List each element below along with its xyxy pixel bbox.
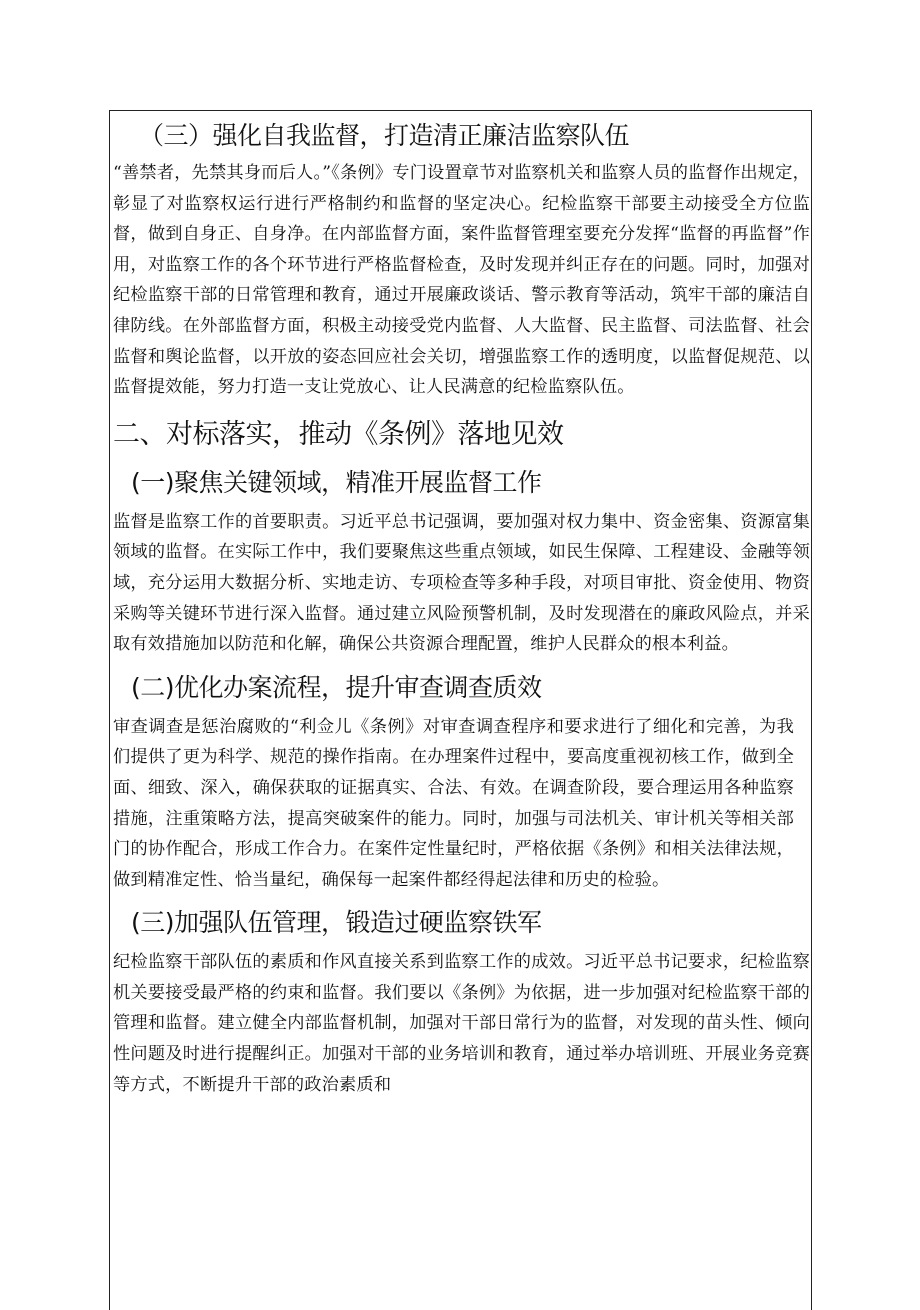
paragraph-self-supervision: “善禁者，先禁其身而后人。”《条例》专门设置章节对监察机关和监察人员的监督作出规定，彰显了对监察权运行进行严格制约和监督的坚定决心。纪检监察干部要主动接受全方位监督，做到自身正、自身净。在内部监督方面，案件监督管理室要充分发挥“监督的再监督”作用，对监察工作的各个环节进行严格监督检查，及时发现并纠正存在的问题。同时，加强对纪检监察干部的日常管理和教育，通过开展廉政谈话、警示教育等活动，筑牢干部的廉洁自律防线。在外部监督方面，积极主动接受党内监督、人大监督、民主监督、司法监督、社会监督和舆论监督，以开放的姿态回应社会关切，增强监察工作的透明度，以监督促规范、以监督提效能，努力打造一支让党放心、让人民满意的纪检监察队伍。 bbox=[113, 163, 810, 398]
main-heading-implementation: 二、对标落实，推动《条例》落地见效 bbox=[113, 418, 564, 450]
paragraph-key-areas: 监督是监察工作的首要职责。习近平总书记强调，要加强对权力集中、资金密集、资源富集领域的监督。在实际工作中，我们要聚焦这些重点领域，如民生保障、工程建设、金融等领域，充分运用大数据分析、实地走访、专项检查等多种手段，对项目审批、资金使用、物资采购等关键环节进行深入监督。通过建立风险预警机制，及时发现潜在的廉政风险点，并采取有效措施加以防范和化解，确保公共资源合理配置，维护人民群众的根本利益。 bbox=[113, 511, 810, 655]
document-body bbox=[113, 112, 810, 1100]
paragraph-case-process: 审查调查是惩治腐败的“利佥儿《条例》对审查调查程序和要求进行了细化和完善，为我们提供了更为科学、规范的操作指南。在办理案件过程中，要高度重视初核工作，做到全面、细致、深入，确保获取的证据真实、合法、有效。在调查阶段，要合理运用各种监察措施，注重策略方法，提高突破案件的能力。同时，加强与司法机关、审计机关等相关部门的协作配合，形成工作合力。在案件定性量纪时，严格依据《条例》和相关法律法规，做到精准定性、恰当量纪，确保每一起案件都经得起法律和历史的检验。 bbox=[113, 716, 794, 890]
paragraph-team-management: 纪检监察干部队伍的素质和作风直接关系到监察工作的成效。习近平总书记要求，纪检监察机关要接受最严格的约束和监督。我们要以《条例》为依据，进一步加强对纪检监察干部的管理和监督。建立健全内部监督机制，加强对干部日常行为的监督，对发现的苗头性、倾向性问题及时进行提醒纠正。加强对干部的业务培训和教育，通过举办培训班、开展业务竞赛等方式，不断提升干部的政治素质和 bbox=[113, 952, 810, 1095]
section-heading-case-process: (二)优化办案流程，提升审查调查质效 bbox=[131, 672, 542, 702]
section-heading-key-areas: (一)聚焦关键领域，精准开展监督工作 bbox=[131, 467, 542, 497]
section-heading-self-supervision: （三）强化自我监督，打造清正廉洁监察队伍 bbox=[139, 121, 630, 150]
section-heading-team-management: (三)加强队伍管理，锻造过硬监察铁军 bbox=[131, 908, 542, 938]
